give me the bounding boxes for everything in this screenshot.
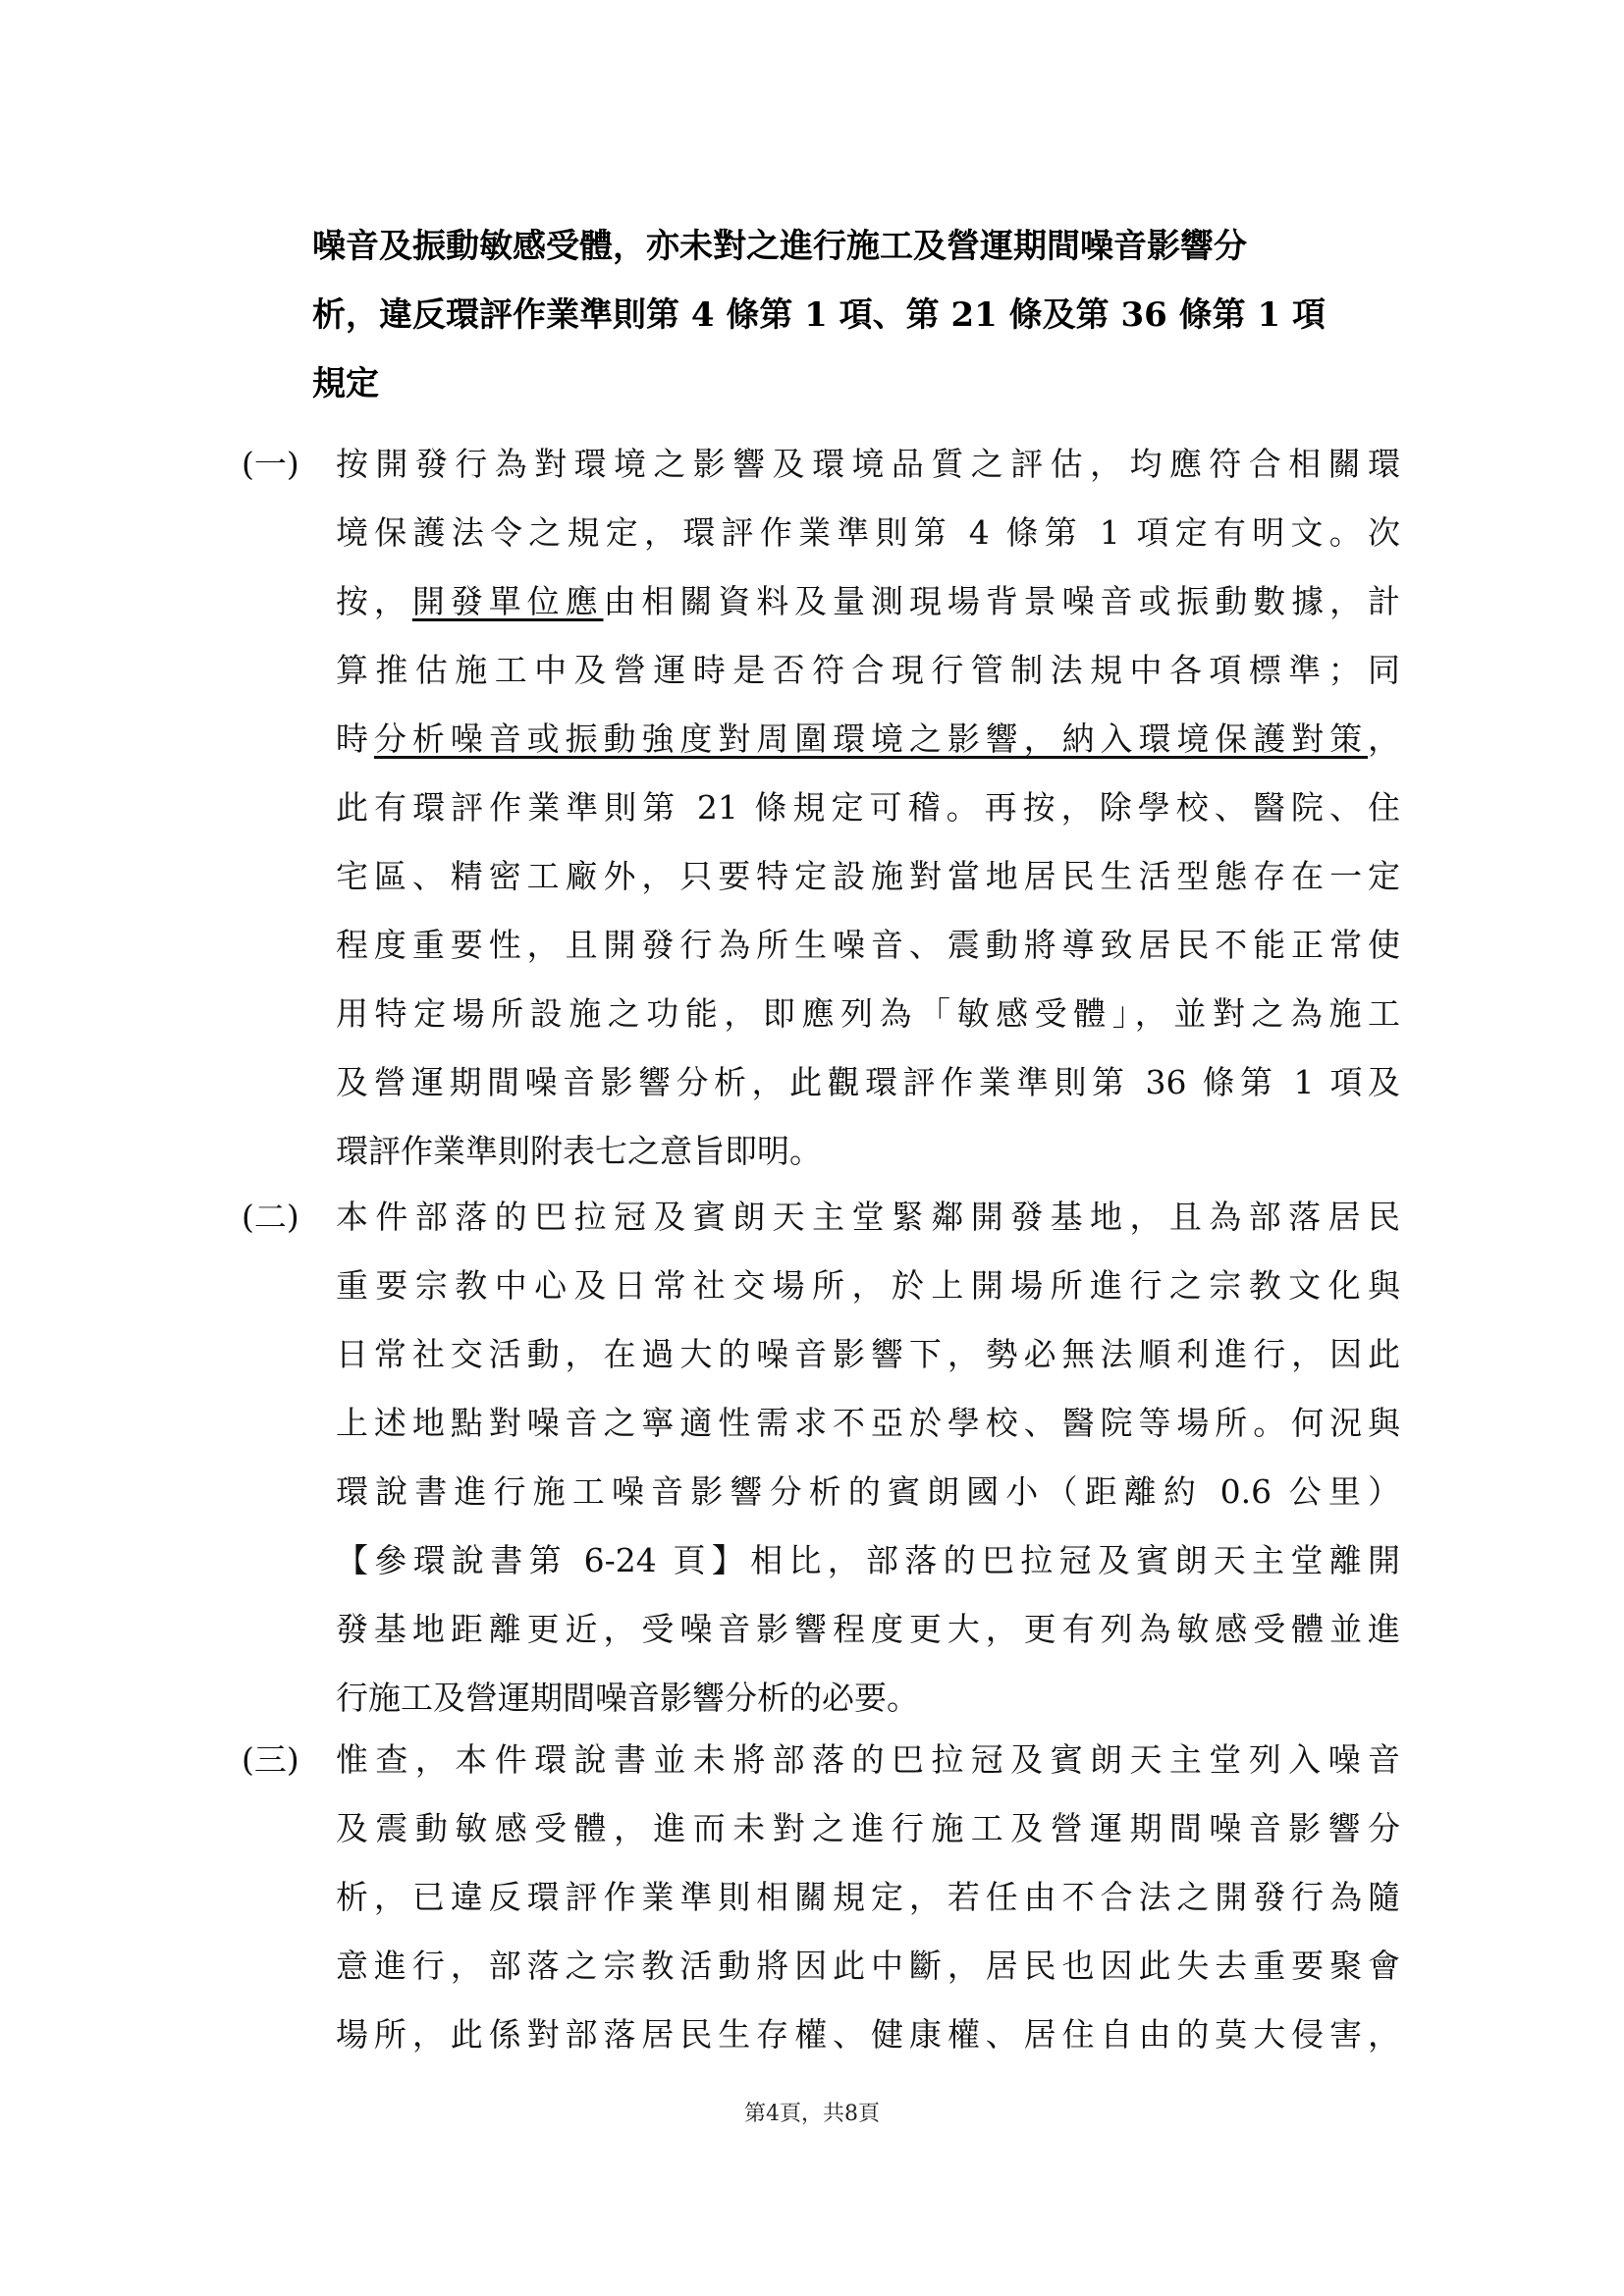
text-line: 日常社交活動，在過大的噪音影響下，勢必無法順利進行，因此 xyxy=(336,1335,1400,1373)
page-number: 第4頁，共8頁 xyxy=(744,2102,880,2126)
text-line: 按開發行為對環境之影響及環境品質之評估，均應符合相關環 xyxy=(336,445,1400,483)
text-run: ， xyxy=(1368,720,1401,758)
heading-line: 規定 xyxy=(312,364,379,403)
text-line xyxy=(336,567,1400,636)
text-line: 場所，此係對部落居民生存權、健康權、居住自由的莫大侵害， xyxy=(336,2015,1400,2054)
text-line: 程度重要性，且開發行為所生噪音、震動將導致居民不能正常使 xyxy=(336,926,1400,964)
underlined-text: 開發單位應 xyxy=(411,582,604,620)
paragraph-marker: (二) xyxy=(242,1198,299,1236)
text-line: 此有環評作業準則第 21 條規定可稽。再按，除學校、醫院、住 xyxy=(336,788,1400,827)
text-line: 及營運期間噪音影響分析，此觀環評作業準則第 36 條第 1 項及 xyxy=(336,1063,1400,1101)
text-line: 重要宗教中心及日常社交場所，於上開場所進行之宗教文化與 xyxy=(336,1266,1400,1305)
heading-line: 噪音及振動敏感受體，亦未對之進行施工及營運期間噪音影響分 xyxy=(312,227,1247,266)
heading-line: 析，違反環評作業準則第 4 條第 1 項、第 21 條及第 36 條第 1 項 xyxy=(312,295,1326,335)
text-line: 用特定場所設施之功能，即應列為「敏感受體」，並對之為施工 xyxy=(336,994,1400,1033)
section-heading xyxy=(312,212,1392,418)
text-line: 行施工及營運期間噪音影響分析的必要。 xyxy=(336,1679,919,1717)
paragraph-body xyxy=(336,430,1400,1186)
paragraph-marker: (三) xyxy=(242,1740,299,1779)
paragraph-body xyxy=(336,1726,1400,2069)
text-line: 【參環說書第 6-24 頁】相比，部落的巴拉冠及賓朗天主堂離開 xyxy=(336,1541,1400,1579)
text-line xyxy=(336,705,1400,774)
text-line: 宅區、精密工廠外，只要特定設施對當地居民生活型態存在一定 xyxy=(336,857,1400,895)
text-line: 析，已違反環評作業準則相關規定，若任由不合法之開發行為隨 xyxy=(336,1878,1400,1916)
text-line: 惟查，本件環說書並未將部落的巴拉冠及賓朗天主堂列入噪音 xyxy=(336,1740,1400,1779)
paragraph-marker: (一) xyxy=(242,445,299,483)
text-line: 上述地點對噪音之寧適性需求不亞於學校、醫院等場所。何況與 xyxy=(336,1404,1400,1442)
text-line: 環說書進行施工噪音影響分析的賓朗國小（距離約 0.6 公里） xyxy=(336,1472,1400,1511)
text-line: 算推估施工中及營運時是否符合現行管制法規中各項標準；同 xyxy=(336,651,1400,689)
text-run: 時 xyxy=(336,720,374,758)
paragraph-body xyxy=(336,1183,1400,1733)
text-line: 意進行，部落之宗教活動將因此中斷，居民也因此失去重要聚會 xyxy=(336,1947,1400,1985)
underlined-text: 分析噪音或振動強度對周圍環境之影響，納入環境保護對策 xyxy=(373,720,1369,758)
text-run: 按， xyxy=(336,582,412,620)
text-line: 環評作業準則附表七之意旨即明。 xyxy=(336,1132,822,1170)
text-run: 由相關資料及量測現場背景噪音或振動數據，計 xyxy=(603,582,1401,620)
text-line: 本件部落的巴拉冠及賓朗天主堂緊鄰開發基地，且為部落居民 xyxy=(336,1198,1400,1236)
text-line: 境保護法令之規定，環評作業準則第 4 條第 1 項定有明文。次 xyxy=(336,513,1400,552)
text-line: 發基地距離更近，受噪音影響程度更大，更有列為敏感受體並進 xyxy=(336,1610,1400,1648)
text-line: 及震動敏感受體，進而未對之進行施工及營運期間噪音影響分 xyxy=(336,1809,1400,1847)
